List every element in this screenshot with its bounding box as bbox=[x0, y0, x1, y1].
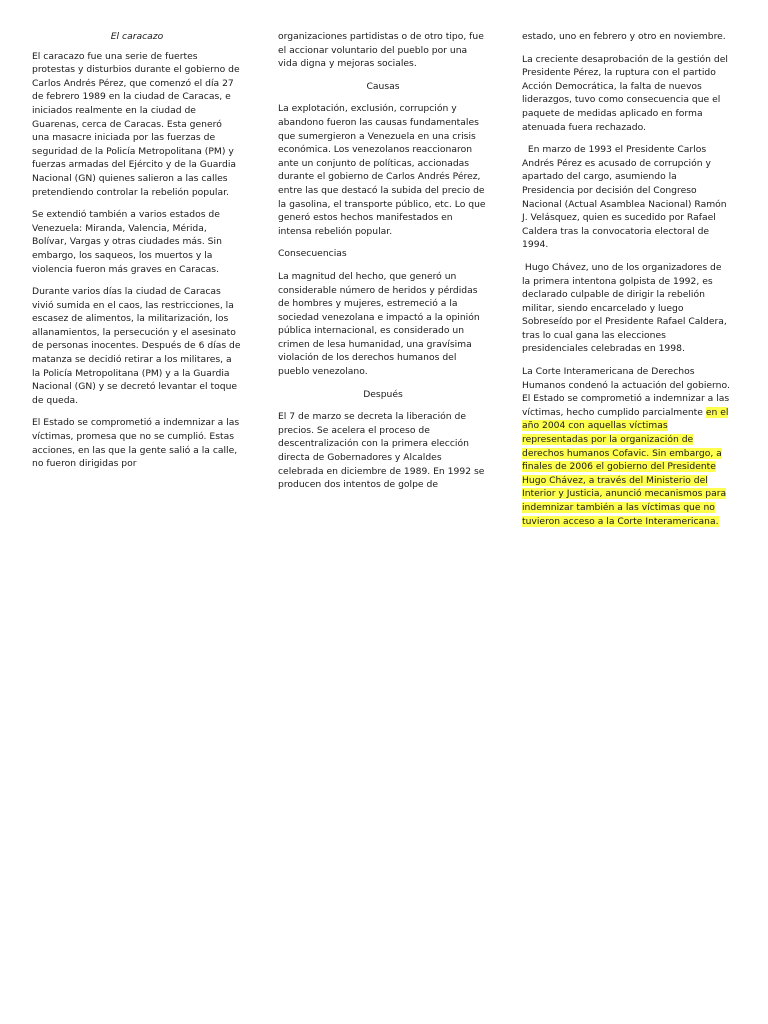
paragraph-causas: La explotación, exclusión, corrupción y abandono fueron las causas fundamentales que sumergieron a Venezuela en una crisis económica. Los venezolanos reaccionaron ante un conjunto de políticas, accionadas durante el gobierno de Carlos Andrés Pérez, entre las que destacó la subida del precio de la gasolina, el transporte público, etc. Lo que generó estos hechos manifestados en intensa rebelión popular. bbox=[278, 103, 486, 237]
heading-consecuencias: Consecuencias bbox=[278, 248, 347, 260]
paragraph-continuation: organizaciones partidistas o de otro tipo, fue el accionar voluntario del pueblo por una vida digna y mejoras sociales. bbox=[278, 31, 484, 70]
paragraph-hugo-chavez: Hugo Chávez, uno de los organizadores de la primera intentona golpista de 1992, es declarado culpable de dirigir la rebelión militar, siendo encarcelado y luego Sobreseído por el Presidente Rafael Caldera, tras lo cual gana las elecciones presidenciales celebradas en 1998. bbox=[522, 261, 730, 355]
heading-causas: Causas bbox=[366, 80, 400, 92]
paragraph-consecuencias: La magnitud del hecho, que generó un considerable número de heridos y pérdidas de hombres y mujeres, estremeció a la sociedad venezolana e impactó a la opinión pública internacional, es considerado un crimen de lesa humanidad, una gravísima violación de los derechos humanos del pueblo venezolano. bbox=[278, 270, 480, 378]
heading-despues: Después bbox=[363, 388, 403, 400]
highlighted-text: en el año 2004 con aquellas víctimas representadas por la organización de derechos humanos Cofavic. Sin embargo, a finales de 2006 el gobierno del Presidente Hugo Chávez, a través del Ministerio del Interior y Justicia, anunció mecanismos para indemnizar también a las víctimas que no tuvieron acceso a la Corte Interamericana. bbox=[522, 406, 729, 527]
paragraph-chaos: Durante varios días la ciudad de Caracas vivió sumida en el caos, las restricciones, la escasez de alimentos, la militarización, los allanamientos, la persecución y el asesinato de personas inocentes. Después de 6 días de matanza se decidió retirar a los militares, a la Policía Metropolitana (PM) y a la Guardia Nacional (GN) y se decretó levantar el toque de queda. bbox=[32, 286, 241, 406]
paragraph-despues: El 7 de marzo se decreta la liberación de precios. Se acelera el proceso de descentralización con la primera elección directa de Gobernadores y Alcaldes celebrada en diciembre de 1989. En 1992 se producen dos intentos de golpe de bbox=[278, 411, 485, 491]
column-3 bbox=[522, 30, 732, 537]
paragraph-intro: El caracazo fue una serie de fuertes protestas y disturbios durante el gobierno de Carlos Andrés Pérez, que comenzó el día 27 de febrero 1989 en la ciudad de Caracas, e iniciados realmente en la ciudad de Guarenas, cerca de Caracas. Esta generó una masacre iniciada por las fuerzas de seguridad de la Policía Metropolitana (PM) y fuerzas armadas del Ejército y de la Guardia Nacional (GN) quienes salieron a las calles pretendiendo controlar la rebelión popular. bbox=[32, 50, 240, 198]
paragraph-extension: Se extendió también a varios estados de Venezuela: Miranda, Valencia, Mérida, Bolívar, Vargas y otras ciudades más. Sin embargo, los saqueos, los muertos y la violencia fueron más graves en Caracas. bbox=[32, 209, 222, 275]
column-1 bbox=[32, 30, 242, 480]
paragraph-coup-continuation: estado, uno en febrero y otro en noviembre. bbox=[522, 31, 726, 42]
document-title: El caracazo bbox=[110, 31, 164, 42]
paragraph-march-1993: En marzo de 1993 el Presidente Carlos Andrés Pérez es acusado de corrupción y apartado del cargo, asumiendo la Presidencia por decisión del Congreso Nacional (Actual Asamblea Nacional) Ramón J. Velásquez, quien es sucedido por Rafael Caldera tras la convocatoria electoral de 1994. bbox=[522, 144, 730, 251]
paragraph-disapproval: La creciente desaprobación de la gestión del Presidente Pérez, la ruptura con el partido Acción Democrática, la falta de nuevos liderazgos, tuvo como consecuencia que el paquete de medidas aplicado en forma atenuada fuera rechazado. bbox=[522, 53, 728, 133]
paragraph-state-commitment: El Estado se comprometió a indemnizar a las víctimas, promesa que no se cumplió. Estas acciones, en las que la gente salió a la calle, no fueron dirigidas por bbox=[32, 417, 240, 470]
plain-text: La Corte Interamericana de Derechos Humanos condenó la actuación del gobierno. El Estado se comprometió a indemnizar a las víctimas, hecho cumplido parcialmente bbox=[522, 366, 730, 418]
column-2 bbox=[278, 30, 488, 501]
paragraph-corte-interamericana bbox=[522, 365, 732, 528]
